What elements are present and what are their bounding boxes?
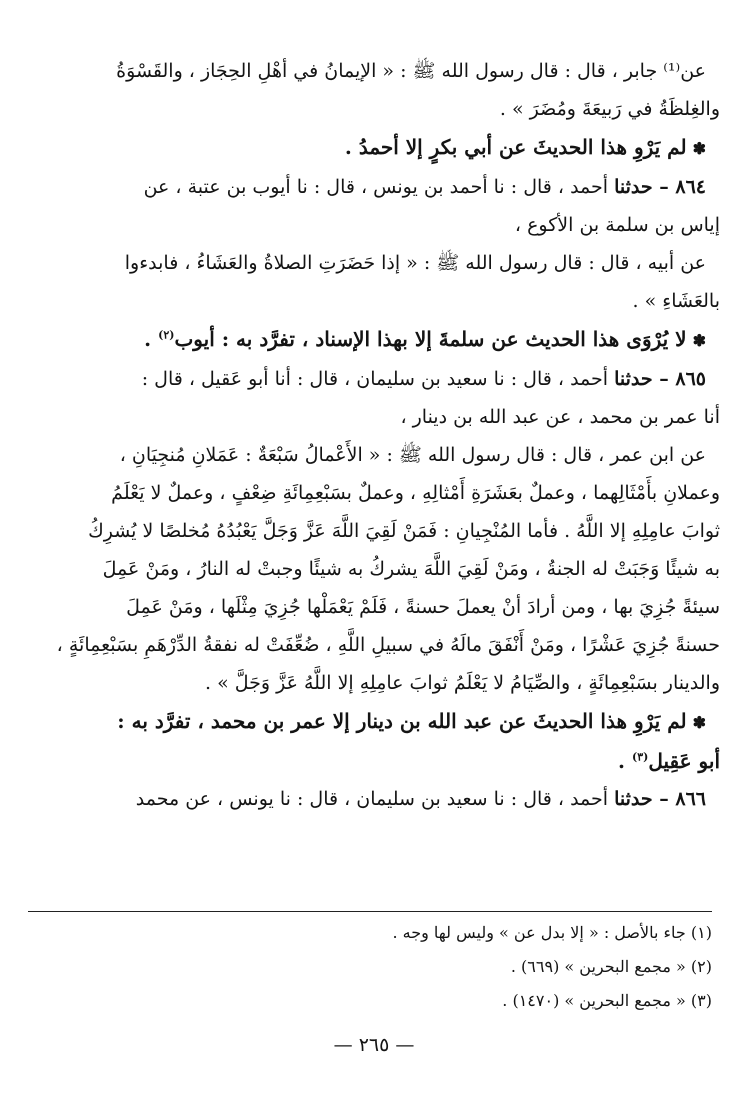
footnote: (٢) « مجمع البحرين » (٦٦٩) .	[510, 957, 712, 976]
commentary-note: ✽لم يَرْوِ هذا الحديثَ عن أبي بكرٍ إلا أحمدُ .	[344, 135, 706, 159]
text-line: أنا عمر بن محمد ، عن عبد الله بن دينار ،	[400, 406, 720, 428]
hadith-number: ٨٦٤ – حدثنا	[614, 176, 706, 198]
footnote-ref[interactable]: (٢)	[158, 328, 175, 342]
footnotes	[28, 916, 712, 1018]
page-body	[36, 52, 720, 818]
text-line: بالعَشَاءِ » .	[632, 290, 720, 312]
text-line: عن ابن عمر ، قال : قال رسول الله ﷺ : « الأَعْمالُ سَبْعَةٌ : عَمَلانِ مُنجِيَانِ ،	[119, 444, 706, 466]
hadith-number: ٨٦٥ – حدثنا	[614, 368, 706, 390]
commentary-note-cont: أبو عَقِيل$^{(٣)}$ .	[618, 749, 720, 773]
footnote-ref[interactable]: (٣)	[631, 750, 649, 764]
hadith-866: ٨٦٦ – حدثنا أحمد ، قال : نا سعيد بن سليمان ، قال : نا يونس ، عن محمد	[135, 788, 706, 810]
hadith-865: ٨٦٥ – حدثنا أحمد ، قال : نا سعيد بن سليمان ، قال : أنا أبو عَقيل ، قال :	[141, 368, 706, 390]
footnote: (١) جاء بالأصل : « إلا بدل عن » وليس لها وجه .	[392, 923, 712, 942]
star-icon: ✽	[692, 139, 706, 158]
footnote-separator	[28, 911, 712, 912]
commentary-note: ✽لم يَرْوِ هذا الحديثَ عن عبد الله بن دينار إلا عمر بن محمد ، تفرَّد به :	[117, 709, 706, 733]
star-icon: ✽	[692, 713, 706, 732]
hadith-864: ٨٦٤ – حدثنا أحمد ، قال : نا أحمد بن يونس ، قال : نا أيوب بن عتبة ، عن	[143, 176, 706, 198]
text-line: والغِلظَةُ في رَبيعَةَ ومُضَرَ » .	[499, 98, 720, 120]
text-line: إياس بن سلمة بن الأكوع ،	[514, 214, 720, 236]
page-number: — ٢٦٥ —	[333, 1034, 415, 1056]
footnote: (٣) « مجمع البحرين » (١٤٧٠) .	[502, 991, 712, 1010]
text-line: عن أبيه ، قال : قال رسول الله ﷺ : « إذا حَضَرَتِ الصلاةُ والعَشَاءُ ، فابدءوا	[124, 252, 706, 274]
text-line: ثوابَ عامِلِهِ إلا اللَّهُ . فأما المُنْجِيانِ : فَمَنْ لَقِيَ اللَّهَ عَزَّ وَجَلَّ يَعْبُدُهُ مُخلصًا لا يُشرِكُ	[88, 520, 720, 542]
hadith-number: ٨٦٦ – حدثنا	[614, 788, 706, 810]
text-line: سيئةً جُزِيَ بها ، ومن أرادَ أنْ يعملَ حسنةً ، فَلَمْ يَعْمَلْها جُزِيَ مِثْلَها ، ومَنْ عَمِلَ	[126, 596, 720, 618]
text-line: عن⁽¹⁾ جابر ، قال : قال رسول الله ﷺ : « الإيمانُ في أهْلِ الحِجَاز ، والقَسْوَةُ	[116, 60, 706, 82]
text-line: وعملانِ بأَمْثَالِهما ، وعملٌ بعَشَرَةِ أَمْثالِهِ ، وعملٌ بسَبْعِمِائَةِ ضِعْفٍ ، وعملٌ لا يَعْلَمُ	[111, 482, 720, 504]
star-icon: ✽	[692, 331, 706, 350]
text-line: به شيئًا وَجَبَتْ له الجنةُ ، ومَنْ لَقِيَ اللَّهَ يشركُ به شيئًا وجبتْ له النارُ ، ومَنْ عَمِلَ	[102, 558, 720, 580]
text-line: والدينار بسَبْعِمِائَةٍ ، والصِّيَامُ لا يَعْلَمُ ثوابَ عامِلِهِ إلا اللَّهُ عَزَّ وَجَلَّ » .	[205, 672, 720, 694]
text-line: حسنةً جُزِيَ عَشْرًا ، ومَنْ أَنْفَقَ مالَهُ في سبيلِ اللَّهِ ، ضُعِّفَتْ له نفقةُ الدِّرْهَمِ بسَبْعِمِائَةٍ ،	[56, 634, 720, 656]
commentary-note: ✽لا يُرْوَى هذا الحديث عن سلمةَ إلا بهذا الإسناد ، تفرَّد به : أيوب$^{(٢)}$ .	[144, 327, 706, 351]
